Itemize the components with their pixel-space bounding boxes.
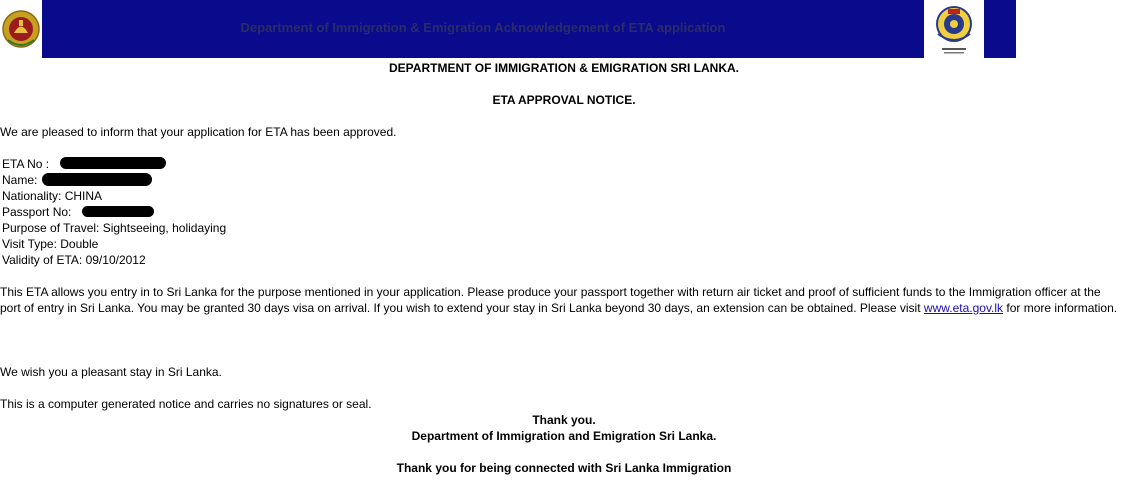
computer-generated-line: This is a computer generated notice and carries no signatures or seal. <box>0 397 372 411</box>
header-title: Department of Immigration & Emigration Acknowledgement of ETA application <box>240 20 726 35</box>
sri-lanka-emblem-icon <box>0 0 42 58</box>
nationality-line: Nationality: CHINA <box>2 189 103 203</box>
approval-intro: We are pleased to inform that your application for ETA has been approved. <box>0 125 397 139</box>
redaction-mark <box>60 157 166 169</box>
purpose-line: Purpose of Travel: Sightseeing, holidaying <box>2 221 227 235</box>
thank-you-line: Thank you. <box>532 413 596 427</box>
redaction-mark <box>82 206 154 217</box>
connected-line: Thank you for being connected with Sri Lanka Immigration <box>396 461 732 475</box>
pleasant-stay-line: We wish you a pleasant stay in Sri Lanka. <box>0 365 222 379</box>
name-label: Name: <box>2 173 38 187</box>
validity-line: Validity of ETA: 09/10/2012 <box>2 253 146 267</box>
entry-instructions <box>0 284 1124 316</box>
department-heading: DEPARTMENT OF IMMIGRATION & EMIGRATION SRI LANKA. <box>389 61 739 75</box>
header-banner <box>0 0 1016 58</box>
entry-instructions-text: This ETA allows you entry in to Sri Lanka for the purpose mentioned in your application. Please produce your passport together with return air ticket and proof of sufficient funds to the Immigration officer at the port of entry in Sri Lanka. You may be granted 30 days visa on arrival. If you wish to extend your stay in Sri Lanka beyond 30 days, an extension can be obtained. Please visit <box>0 285 1101 315</box>
eta-number-label: ETA No : <box>2 157 50 171</box>
immigration-department-emblem-icon <box>924 0 984 58</box>
visit-type-line: Visit Type: Double <box>2 237 99 251</box>
entry-instructions-end: for more information. <box>1006 301 1118 315</box>
eta-website-link[interactable]: www.eta.gov.lk <box>923 301 1004 315</box>
department-signoff: Department of Immigration and Emigration Sri Lanka. <box>411 429 717 443</box>
redaction-mark <box>42 173 152 186</box>
notice-heading: ETA APPROVAL NOTICE. <box>492 93 636 107</box>
passport-number-label: Passport No: <box>2 205 72 219</box>
